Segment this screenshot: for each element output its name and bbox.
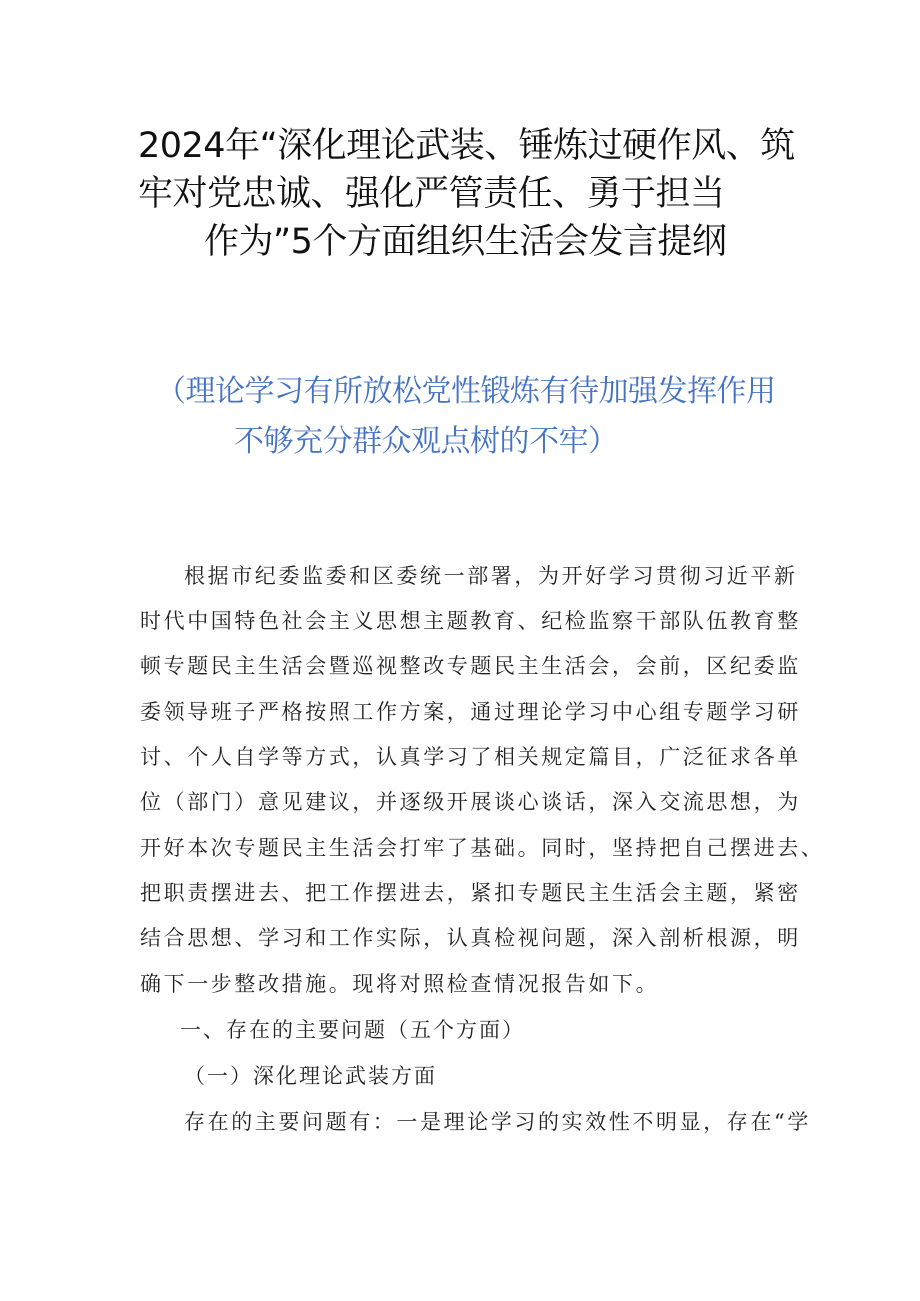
document-title-line-2: 牢对党忠诚、强化严管责任、勇于担当 xyxy=(138,174,725,214)
body-paragraph-line: 把职责摆进去、把工作摆进去，紧扣专题民主生活会主题，紧密 xyxy=(140,881,801,905)
subsection-heading: （一）深化理论武装方面 xyxy=(184,1064,437,1088)
document-title-line-3: 作为”5个方面组织生活会发言提纲 xyxy=(204,222,727,262)
body-paragraph-line: 结合思想、学习和工作实际，认真检视问题，深入剖析根源，明 xyxy=(140,926,801,950)
body-paragraph-line: 根据市纪委监委和区委统一部署，为开好学习贯彻习近平新 xyxy=(184,564,798,588)
body-paragraph-line: 开好本次专题民主生活会打牢了基础。同时，坚持把自己摆进去、 xyxy=(140,836,825,860)
document-title-line-1: 2024年“深化理论武装、锤炼过硬作风、筑 xyxy=(138,126,795,166)
body-paragraph-line: 委领导班子严格按照工作方案，通过理论学习中心组专题学习研 xyxy=(140,700,801,724)
body-paragraph-line: 确下一步整改措施。现将对照检查情况报告如下。 xyxy=(140,972,660,996)
body-paragraph-line: 顿专题民主生活会暨巡视整改专题民主生活会，会前，区纪委监 xyxy=(140,654,801,678)
body-paragraph-line: 位（部门）意见建议，并逐级开展谈心谈话，深入交流思想，为 xyxy=(140,790,801,814)
body-paragraph-line: 存在的主要问题有：一是理论学习的实效性不明显，存在“学 xyxy=(184,1110,811,1134)
body-paragraph-line: 时代中国特色社会主义思想主题教育、纪检监察干部队伍教育整 xyxy=(140,609,801,633)
body-paragraph-line: 讨、个人自学等方式，认真学习了相关规定篇目，广泛征求各单 xyxy=(140,745,801,769)
document-subtitle-line-2: 不够充分群众观点树的不牢） xyxy=(234,424,618,459)
section-heading: 一、存在的主要问题（五个方面） xyxy=(180,1018,525,1042)
document-subtitle-line-1: （理论学习有所放松党性锻炼有待加强发挥作用 xyxy=(156,374,776,409)
